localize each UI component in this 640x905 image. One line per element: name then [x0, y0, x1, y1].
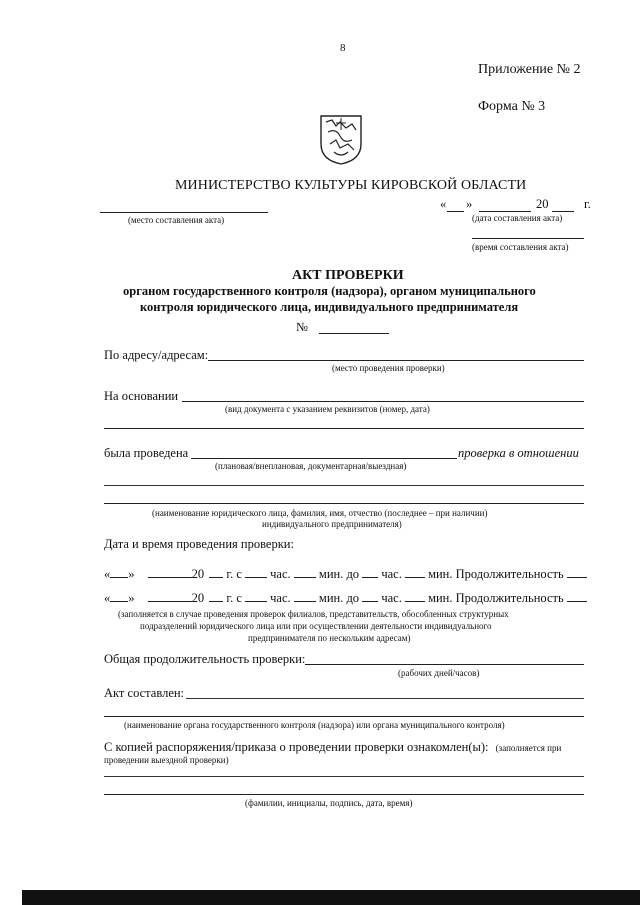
duration-line — [305, 664, 584, 665]
conducted-label: была проведена — [104, 446, 189, 460]
row1-g-s: г. с — [226, 567, 242, 581]
row2-month-blank — [148, 601, 192, 602]
place-caption: (место составления акта) — [128, 215, 225, 225]
row1-day-blank — [110, 577, 128, 578]
row2-g-s: г. с — [226, 591, 242, 605]
composed-line — [186, 698, 584, 699]
row2-min-do: мин. до — [318, 591, 360, 605]
row2-quote-open: « — [104, 591, 111, 605]
row1-m1-blank — [294, 577, 316, 578]
entity-line-2 — [104, 503, 584, 504]
time-note-2: подразделений юридического лица или при осуществлении деятельности индивидуального — [140, 621, 492, 631]
datetime-label: Дата и время проведения проверки: — [104, 537, 294, 551]
row2-day-blank — [110, 601, 128, 602]
entity-caption-1: (наименование юридического лица, фамилия, имя, отчество (последнее – при наличии) — [152, 508, 488, 518]
row2-dur-blank — [567, 601, 587, 602]
row1-quote-open: « — [104, 567, 111, 581]
familiarized-line-1 — [104, 776, 584, 777]
act-subtitle-2: контроля юридического лица, индивидуального предпринимателя — [140, 300, 519, 314]
familiarized-text: С копией распоряжения/приказа о проведении проверки ознакомлен(ы): — [104, 740, 489, 754]
date-year-prefix: 20 — [536, 197, 549, 211]
date-quote-open: « — [440, 197, 447, 211]
page-number: 8 — [340, 42, 346, 54]
date-day-line — [447, 211, 464, 212]
time-row-2 — [104, 591, 587, 606]
address-label: По адресу/адресам: — [104, 348, 209, 362]
row2-hours2: час. — [381, 591, 402, 605]
row2-min-dur: мин. Продолжительность — [428, 591, 564, 605]
row2-year: 20 — [191, 591, 205, 605]
row2-m2-blank — [405, 601, 425, 602]
row2-h2-blank — [362, 601, 378, 602]
appendix-label: Приложение № 2 — [478, 62, 581, 77]
basis-label: На основании — [104, 389, 179, 403]
address-caption: (место проведения проверки) — [332, 363, 445, 373]
row1-year-blank — [209, 577, 223, 578]
entity-line-1 — [104, 485, 584, 486]
basis-line-2 — [104, 428, 584, 429]
scan-edge-bar — [22, 890, 640, 905]
date-month-line — [479, 211, 531, 212]
row2-hours: час. — [270, 591, 291, 605]
familiarized-line-2 — [104, 794, 584, 795]
address-line — [208, 360, 584, 361]
row2-year-blank — [209, 601, 223, 602]
date-year-suffix: г. — [584, 197, 591, 211]
row1-month-blank — [148, 577, 192, 578]
composed-line-2 — [104, 716, 584, 717]
row1-m2-blank — [405, 577, 425, 578]
ministry-name: МИНИСТЕРСТВО КУЛЬТУРЫ КИРОВСКОЙ ОБЛАСТИ — [175, 178, 527, 193]
conducted-suffix: проверка в отношении — [458, 446, 579, 460]
row1-min-dur: мин. Продолжительность — [428, 567, 564, 581]
row1-dur-blank — [567, 577, 587, 578]
time-line — [472, 238, 584, 239]
duration-label: Общая продолжительность проверки: — [104, 652, 306, 666]
time-row-1 — [104, 567, 587, 582]
familiarized-caption: (фамилии, инициалы, подпись, дата, время) — [245, 798, 413, 808]
row1-h2-blank — [362, 577, 378, 578]
familiarized-label — [104, 740, 561, 755]
date-year-line — [552, 211, 574, 212]
time-note-3: предпринимателя по нескольким адресам) — [248, 633, 411, 643]
conducted-line — [191, 458, 457, 459]
conducted-caption: (плановая/внеплановая, документарная/выездная) — [215, 461, 407, 471]
row1-hours2: час. — [381, 567, 402, 581]
row2-quote-close: » — [128, 591, 135, 605]
row1-year: 20 — [191, 567, 205, 581]
act-number-sign: № — [296, 320, 308, 334]
row1-hours: час. — [270, 567, 291, 581]
coat-of-arms-emblem — [318, 114, 364, 166]
time-note-1: (заполняется в случае проведения проверок филиалов, представительств, обособленных структурных — [118, 609, 509, 619]
duration-caption: (рабочих дней/часов) — [398, 668, 480, 678]
composed-caption: (наименование органа государственного контроля (надзора) или органа муниципального контроля) — [124, 720, 505, 730]
entity-caption-2: индивидуального предпринимателя) — [262, 519, 402, 529]
row2-h1-blank — [245, 601, 267, 602]
row2-m1-blank — [294, 601, 316, 602]
basis-caption: (вид документа с указанием реквизитов (номер, дата) — [225, 404, 430, 414]
date-quote-close: » — [466, 197, 473, 211]
act-subtitle-1: органом государственного контроля (надзора), органом муниципального — [123, 284, 536, 298]
form-label: Форма № 3 — [478, 99, 546, 114]
act-number-line — [319, 333, 389, 334]
familiarized-note-2: проведении выездной проверки) — [104, 755, 229, 765]
row1-min-do: мин. до — [318, 567, 360, 581]
date-caption: (дата составления акта) — [472, 213, 563, 223]
familiarized-note-inline: (заполняется при — [495, 743, 562, 753]
act-title: АКТ ПРОВЕРКИ — [292, 268, 404, 283]
row1-quote-close: » — [128, 567, 135, 581]
time-caption: (время составления акта) — [472, 242, 569, 252]
basis-line — [182, 401, 584, 402]
place-line — [100, 212, 268, 213]
composed-label: Акт составлен: — [104, 686, 185, 700]
row1-h1-blank — [245, 577, 267, 578]
